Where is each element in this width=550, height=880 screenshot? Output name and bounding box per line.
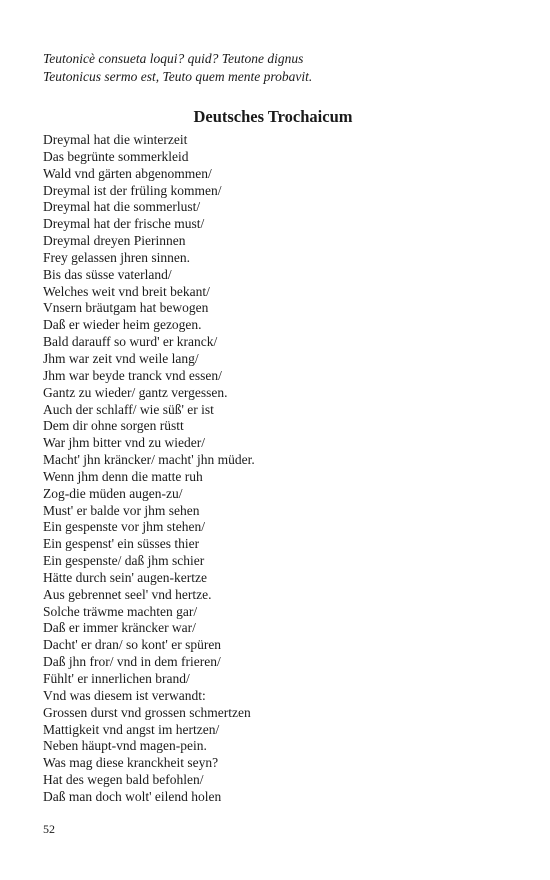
poem-line: Zog-die müden augen-zu/ bbox=[43, 485, 183, 501]
poem-line: Jhm war zeit vnd weile lang/ bbox=[43, 350, 199, 366]
poem-line: War jhm bitter vnd zu wieder/ bbox=[43, 435, 205, 451]
poem-line: Dreymal dreyen Pierinnen bbox=[43, 233, 186, 249]
poem-line: Dreymal hat die winterzeit bbox=[43, 132, 188, 147]
poem-title: Deutsches Trochaicum bbox=[193, 107, 353, 126]
poem-line: Ein gespenste vor jhm stehen/ bbox=[43, 519, 205, 535]
poem-line: Grossen durst vnd grossen schmertzen bbox=[43, 704, 251, 720]
poem-line: Bis das süsse vaterland/ bbox=[43, 266, 172, 282]
poem-line: Aus gebrennet seel' vnd hertze. bbox=[43, 586, 212, 602]
poem-line: Auch der schlaff/ wie süß' er ist bbox=[43, 401, 214, 417]
latin-epigraph bbox=[43, 50, 513, 86]
poem-line: Dacht' er dran/ so kont' er spüren bbox=[43, 637, 222, 653]
poem-line: Hätte durch sein' augen-kertze bbox=[43, 569, 207, 585]
poem-line: Vnsern bräutgam hat bewogen bbox=[43, 300, 209, 316]
poem-line: Must' er balde vor jhm sehen bbox=[43, 502, 200, 518]
poem-line: Wenn jhm denn die matte ruh bbox=[43, 468, 203, 484]
poem-line: Macht' jhn kräncker/ macht' jhn müder. bbox=[43, 452, 255, 468]
poem-line: Wald vnd gärten abgenommen/ bbox=[43, 165, 212, 181]
poem-line: Solche träwme machten gar/ bbox=[43, 603, 198, 619]
poem-line: Mattigkeit vnd angst im hertzen/ bbox=[43, 721, 220, 737]
poem-line: Hat des wegen bald befohlen/ bbox=[43, 772, 204, 788]
poem-line: Frey gelassen jhren sinnen. bbox=[43, 249, 190, 265]
epigraph-line: Teutonicè consueta loqui? quid? Teutone dignus bbox=[43, 51, 304, 66]
poem-line: Jhm war beyde tranck vnd essen/ bbox=[43, 367, 222, 383]
poem-text bbox=[43, 132, 513, 806]
poem-line: Daß er immer kräncker war/ bbox=[43, 620, 196, 636]
poem-line: Daß er wieder heim gezogen. bbox=[43, 317, 202, 333]
poem-line: Dreymal ist der früling kommen/ bbox=[43, 182, 222, 198]
poem-line: Dreymal hat die sommerlust/ bbox=[43, 199, 201, 215]
poem-line: Dem dir ohne sorgen rüstt bbox=[43, 418, 184, 434]
poem-line: Fühlt' er innerlichen brand/ bbox=[43, 671, 190, 686]
poem-line: Was mag diese kranckheit seyn? bbox=[43, 755, 219, 771]
poem-line: Das begrünte sommerkleid bbox=[43, 148, 189, 164]
poem-line: Bald darauff so wurd' er kranck/ bbox=[43, 334, 218, 350]
page-body bbox=[43, 50, 513, 806]
epigraph-line: Teutonicus sermo est, Teuto quem mente probavit. bbox=[43, 69, 313, 84]
page-number: 52 bbox=[43, 822, 55, 836]
poem-line: Welches weit vnd breit bekant/ bbox=[43, 283, 210, 299]
poem-line: Daß man doch wolt' eilend holen bbox=[43, 788, 222, 804]
poem-line: Ein gespenste/ daß jhm schier bbox=[43, 553, 205, 569]
poem-line: Dreymal hat der frische must/ bbox=[43, 216, 205, 232]
poem-line: Daß jhn fror/ vnd in dem frieren/ bbox=[43, 654, 221, 670]
poem-line: Neben häupt-vnd magen-pein. bbox=[43, 738, 207, 754]
poem-line: Ein gespenst' ein süsses thier bbox=[43, 536, 200, 552]
poem-line: Gantz zu wieder/ gantz vergessen. bbox=[43, 384, 228, 400]
poem-line: Vnd was diesem ist verwandt: bbox=[43, 687, 206, 703]
